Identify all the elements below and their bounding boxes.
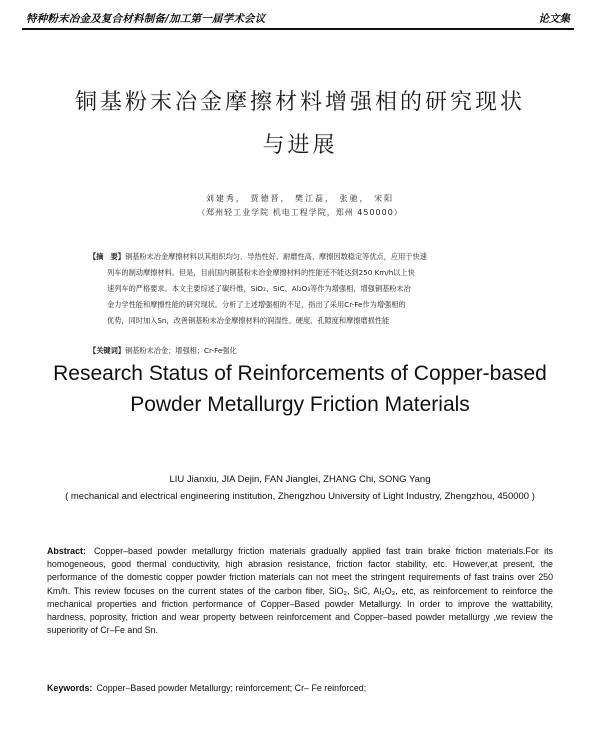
abstract-en [47,545,553,637]
title-en-line2: Powder Metallurgy Friction Materials [130,393,470,416]
header-conference-name: 特种粉末冶金及复合材料制备/加工第一届学术会议 [26,13,266,25]
abstract-zh [89,249,509,329]
title-zh-line2: 与进展 [262,133,338,158]
abstract-zh-line3: 速列车的严格要求。本文主要综述了碳纤维，SiO₂、SiC、Al₂O₃等作为增强相，增强铜基粉末冶 [107,284,411,293]
title-en-line1: Research Status of Reinforcements of Copper-based [53,362,547,385]
abstract-zh-line1: 铜基粉末冶金摩擦材料以其组织均匀、导热性好、耐磨性高、摩擦因数稳定等优点，应用于快速 [124,252,427,261]
keywords-en-text: Copper–Based powder Metallurgy; reinforcement; Cr– Fe reinforced; [96,683,367,693]
header-proceedings-label: 论文集 [538,13,570,25]
authors-zh: 刘建秀， 贾德晋， 樊江磊， 张驰， 宋阳 [205,194,395,203]
abstract-zh-label: 【摘 要】 [89,252,125,261]
abstract-en-text: Copper–based powder metallurgy friction materials gradually applied fast train brake friction materials.For its homogeneous, good thermal conductivity, high abrasion resistance, friction factor stability, etc. However,at present, the performance of the domestic copper powder friction materials can not meet the stringent requirements of fast trains over 250 Km/h. This review focuses on the current states of the carbon fiber, SiO₂, SiC, Al₂O₃, etc, as reinforcement to reinforce the mechanical properties and friction performance of Copper–Based powder Metallurgy. In order to improve the wattability, hardness, poprosity, friction and wear property between reinforcement and Copper–based powder metallurgy ,we review the superiority of Cr–Fe and Sn. [47,546,553,636]
affiliation-en: ( mechanical and electrical engineering institution, Zhengzhou University of Light Industry, Zhengzhou, 450000 ) [65,491,535,502]
running-header [22,10,574,30]
authors-en: LIU Jianxiu, JIA Dejin, FAN Jianglei, ZHANG Chi, SONG Yang [169,474,431,485]
keywords-en [47,683,553,693]
keywords-en-label: Keywords: [47,683,93,693]
abstract-zh-line2: 列车的制动摩擦材料。但是，目前国内铜基粉末冶金摩擦材料的性能还不能达到250 Km/h以上快 [107,268,415,277]
keywords-zh [89,346,509,356]
abstract-zh-line4: 金力学性能和摩擦性能的研究现状。分析了上述增强相的不足，指出了采用Cr-Fe作为增强相的 [107,300,406,309]
abstract-en-label: Abstract: [47,546,86,556]
keywords-zh-text: 铜基粉末冶金；增强相；Cr-Fe强化 [124,346,237,355]
abstract-zh-line5: 优势，同时加入Sn，改善铜基粉末冶金摩擦材料的润湿性、硬度、孔隙度和摩擦磨损性能 [107,316,390,325]
keywords-zh-label: 【关键词】 [89,346,125,355]
title-zh-line1: 铜基粉末冶金摩擦材料增强相的研究现状 [74,90,525,115]
affiliation-zh: （郑州轻工业学院 机电工程学院，郑州 450000） [197,208,403,217]
